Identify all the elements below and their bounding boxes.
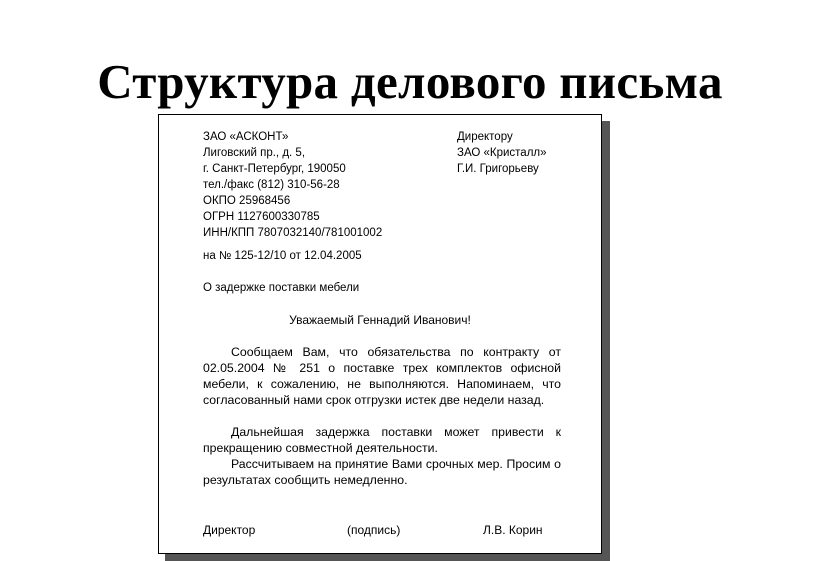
sender-inn: ИНН/КПП 7807032140/781001002 bbox=[203, 227, 383, 239]
sender-city: г. Санкт-Петербург, 190050 bbox=[203, 163, 346, 175]
business-letter bbox=[158, 114, 602, 554]
addressee-name: Г.И. Григорьеву bbox=[457, 163, 539, 175]
reference-line: на № 125-12/10 от 12.04.2005 bbox=[203, 250, 362, 262]
addressee-block bbox=[457, 129, 547, 177]
body-paragraph: Дальнейшая задержка поставки может привести к прекращению совместной деятельности. bbox=[203, 425, 561, 455]
letter-subject: О задержке поставки мебели bbox=[203, 282, 360, 294]
sender-okpo: ОКПО 25968456 bbox=[203, 195, 291, 207]
sender-phone: тел./факс (812) 310-56-28 bbox=[203, 179, 340, 191]
signature-name: Л.В. Корин bbox=[483, 523, 543, 537]
sender-street: Лиговский пр., д. 5, bbox=[203, 147, 306, 159]
salutation: Уважаемый Геннадий Иванович! bbox=[289, 313, 471, 327]
addressee-company: ЗАО «Кристалл» bbox=[457, 147, 547, 159]
sender-ogrn: ОГРН 1127600330785 bbox=[203, 211, 320, 223]
slide-title: Структура делового письма bbox=[97, 54, 723, 109]
sender-company: ЗАО «АСКОНТ» bbox=[203, 131, 289, 143]
signature-position: Директор bbox=[203, 523, 256, 537]
body-paragraph: Сообщаем Вам, что обязательства по контракту от 02.05.2004 № 251 о поставке трех комплектов офисной мебели, к сожалению, не выполняются. Напоминаем, что согласованный нами срок отгрузки истек две недели назад. bbox=[203, 345, 561, 407]
sender-block bbox=[203, 129, 382, 241]
signature-mark: (подпись) bbox=[347, 523, 401, 537]
body-paragraph: Рассчитываем на принятие Вами срочных мер. Просим о результатах сообщить немедленно. bbox=[203, 457, 561, 487]
addressee-position: Директору bbox=[457, 131, 513, 143]
